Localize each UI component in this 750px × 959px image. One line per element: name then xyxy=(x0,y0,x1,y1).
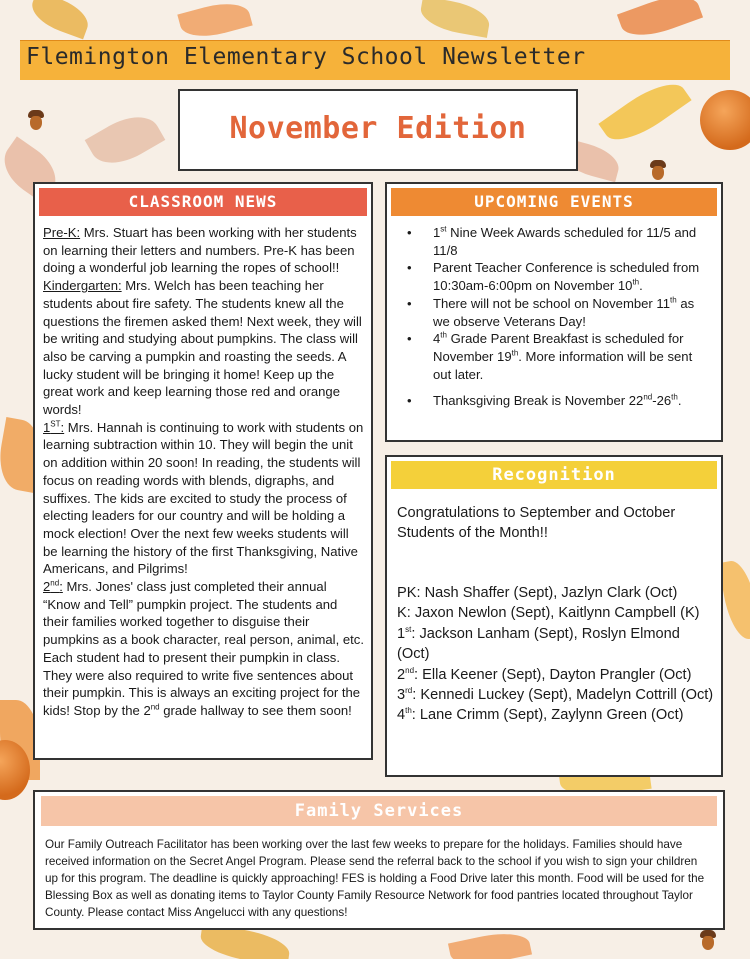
first-grade-label xyxy=(43,420,64,435)
event-4-text: Grade Parent Breakfast is scheduled for November 19 xyxy=(433,331,684,364)
list-item xyxy=(397,705,715,725)
second-grade-paragraph xyxy=(43,578,365,720)
leaf-decoration xyxy=(448,927,532,959)
grade-1-num: 1 xyxy=(397,625,406,642)
event-2-end: . xyxy=(639,278,643,294)
classroom-news-body xyxy=(43,224,365,720)
recognition-intro: Congratulations to September and October Students of the Month!! xyxy=(397,505,676,541)
list-item xyxy=(397,624,715,665)
edition-box xyxy=(178,89,578,171)
event-2-sup: th xyxy=(632,277,640,287)
event-1-text: Nine Week Awards scheduled for 11/5 and 11/8 xyxy=(433,225,697,258)
list-item xyxy=(407,295,713,330)
prek-text: Mrs. Stuart has been working with her students on learning their letters and numbers. Pre-K has been doing a wonderful job learning the ropes of school!! xyxy=(43,225,357,276)
list-item xyxy=(397,665,715,685)
edition-title: November Edition xyxy=(229,111,527,146)
leaf-decoration xyxy=(27,0,94,39)
leaf-decoration xyxy=(177,0,252,44)
first-grade-text: Mrs. Hannah is continuing to work with students on learning subtraction within 10. They will begin the unit on addition within 20 soon! In reading, the students will focus on reading words with blends, digraphs, and suffixes. The kids are excited to study the process of electing leaders for our country and will be holding a mock election! Over the next few weeks students will be learning the history of the first Thanksgiving, Native Americans, and Pilgrims! xyxy=(43,419,364,577)
event-5-mid: -26 xyxy=(652,393,672,409)
grade-3-sup: rd xyxy=(405,686,413,696)
leaf-decoration xyxy=(85,105,166,175)
family-services-title: Family Services xyxy=(41,796,717,826)
acorn-icon xyxy=(700,930,716,950)
grade-3-num: 3 xyxy=(397,687,406,704)
grade-2-sup: nd xyxy=(405,665,415,675)
list-item xyxy=(407,392,713,410)
grade-1-text: : Jackson Lanham (Sept), Roslyn Elmond (Oct) xyxy=(397,625,680,663)
list-item: PK: Nash Shaffer (Sept), Jazlyn Clark (Oct) xyxy=(397,585,678,601)
leaf-decoration xyxy=(598,72,691,151)
family-services-panel xyxy=(33,790,725,930)
upcoming-events-title: UPCOMING EVENTS xyxy=(391,188,717,216)
event-4-num: 4 xyxy=(433,331,441,347)
second-grade-label-colon: : xyxy=(59,579,63,595)
second-grade-label-sup: nd xyxy=(50,578,60,588)
leaf-decoration xyxy=(617,0,703,45)
first-grade-label-colon: : xyxy=(60,419,65,435)
leaf-decoration xyxy=(718,558,750,642)
events-list xyxy=(407,224,713,410)
first-grade-label-num: 1 xyxy=(43,419,51,435)
students-of-month-list xyxy=(397,583,715,726)
school-title-bar xyxy=(20,40,730,80)
event-5-sup: nd xyxy=(643,392,653,402)
acorn-icon xyxy=(650,160,666,180)
pumpkin-decoration xyxy=(700,90,750,150)
event-4-end: . More information will be sent out later. xyxy=(433,348,693,382)
grade-4-text: : Lane Crimm (Sept), Zaylynn Green (Oct) xyxy=(411,707,684,724)
second-grade-label xyxy=(43,579,63,594)
event-3-text: There will not be school on November 11 xyxy=(433,295,671,311)
second-grade-text-b: grade hallway to see them soon! xyxy=(159,702,352,718)
second-grade-label-num: 2 xyxy=(43,579,51,595)
kindergarten-text: Mrs. Welch has been teaching her students about fire safety. The students knew all the questions the firemen asked them! Next week, they will be writing and studying about pumpkins. The class will also be carving a pumpkin and roasting the seeds. A lucky student will be bringing it home! Keep up the great work and keep learning those red and orange words! xyxy=(43,278,362,418)
kindergarten-label: Kindergarten: xyxy=(43,278,122,294)
first-grade-paragraph xyxy=(43,419,365,578)
second-grade-text-a: Mrs. Jones' class just completed their annual “Know and Tell” pumpkin project. The students and their families worked together to disguise their pumpkins as a book character, real person, animal, etc. Each student had to present their pumpkin in class. They were also required to write five sentences about their pumpkin. This is always an exciting project for the kids! Stop by the 2 xyxy=(43,579,364,718)
event-1-sup: st xyxy=(440,224,447,234)
grade-4-sup: th xyxy=(405,706,412,716)
recognition-title: Recognition xyxy=(391,461,717,489)
upcoming-events-panel xyxy=(385,182,723,442)
family-services-text: Our Family Outreach Facilitator has been working over the last few weeks to prepare for the holidays. Families should have received information on the Secret Angel Program. Please send the referral back to the school if you wish to sign your children up for this program. The deadline is quickly approaching! FES is holding a Food Drive later this month. Food will be used for the Blessing Box as well as donating items to Taylor County Family Resource Network for food pantries located throughout Taylor County. Please contact Miss Angelucci with any questions! xyxy=(45,838,705,919)
event-4-sup: th xyxy=(440,330,447,340)
kindergarten-paragraph xyxy=(43,277,365,419)
list-item xyxy=(397,685,715,705)
recognition-panel xyxy=(385,455,723,777)
school-title: Flemington Elementary School Newsletter xyxy=(26,44,586,70)
list-item xyxy=(407,224,713,259)
first-grade-label-sup: ST xyxy=(50,419,61,429)
grade-3-text: : Kennedi Luckey (Sept), Madelyn Cottrill (Oct) xyxy=(412,687,714,704)
event-3-end: as we observe Veterans Day! xyxy=(433,295,695,329)
prek-paragraph xyxy=(43,224,365,277)
event-1-num: 1 xyxy=(433,225,441,240)
event-5-sup2: th xyxy=(671,392,678,402)
event-2-text: Parent Teacher Conference is scheduled from 10:30am-6:00pm on November 10 xyxy=(433,260,700,294)
event-4-sup2: th xyxy=(511,348,519,358)
classroom-news-title: CLASSROOM NEWS xyxy=(39,188,367,216)
event-5-end: . xyxy=(677,393,682,409)
grade-2-num: 2 xyxy=(397,666,406,683)
leaf-decoration xyxy=(418,0,492,38)
list-item xyxy=(407,330,713,383)
classroom-news-panel xyxy=(33,182,373,760)
list-item xyxy=(407,259,713,294)
event-3-sup: th xyxy=(670,295,677,305)
grade-2-text: : Ella Keener (Sept), Dayton Prangler (Oct) xyxy=(414,666,692,683)
grade-1-sup: st xyxy=(405,624,412,634)
grade-4-num: 4 xyxy=(397,707,406,724)
prek-label: Pre-K: xyxy=(43,225,81,240)
event-5-text: Thanksgiving Break is November 22 xyxy=(433,393,644,409)
second-grade-text-sup: nd xyxy=(150,702,160,712)
list-item: K: Jaxon Newlon (Sept), Kaitlynn Campbell (K) xyxy=(397,605,700,622)
acorn-icon xyxy=(28,110,44,130)
